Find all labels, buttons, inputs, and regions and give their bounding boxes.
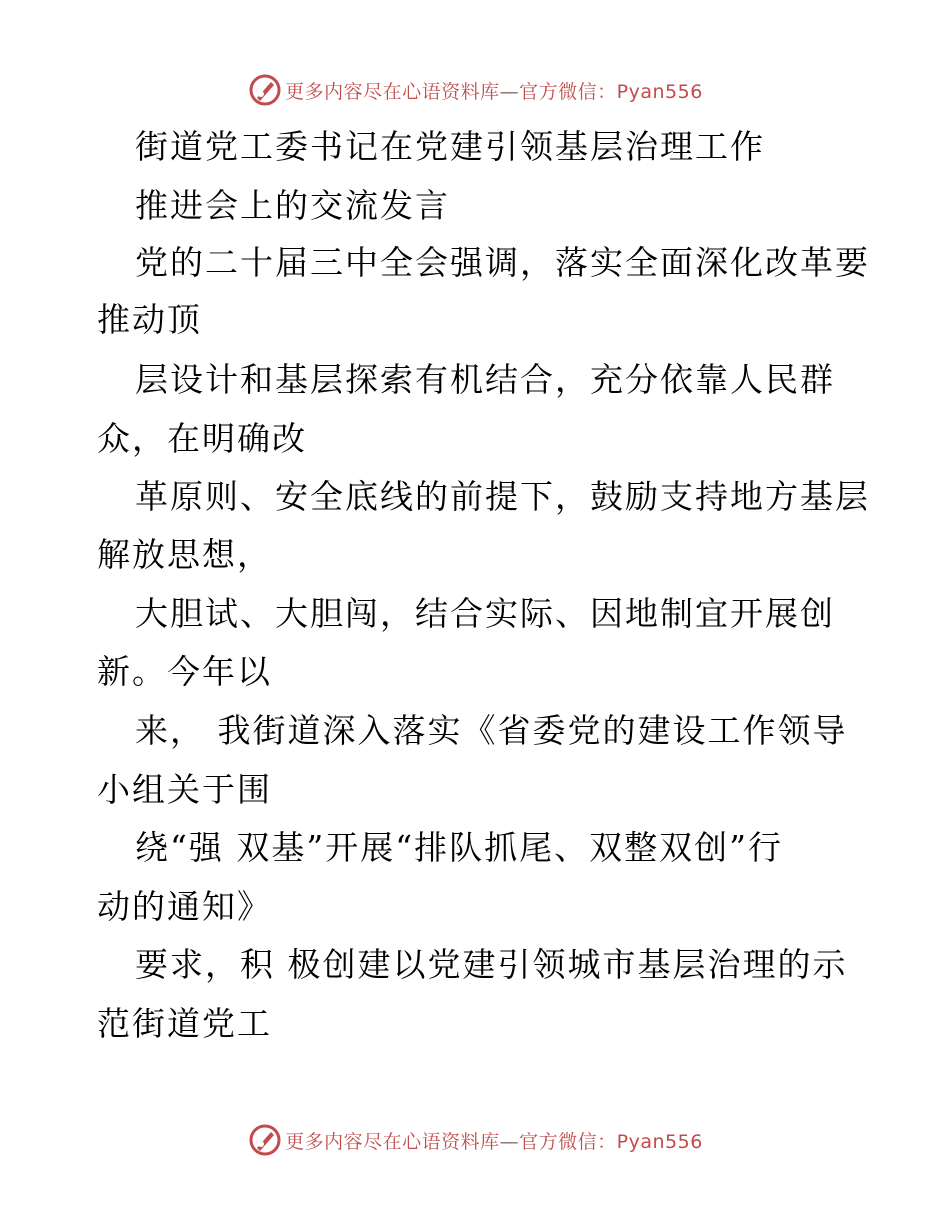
header-watermark — [0, 70, 950, 110]
paragraph-line: 动的通知》 — [97, 887, 272, 926]
paragraph-line: 新。今年以 — [97, 652, 272, 691]
footer-watermark — [0, 1120, 950, 1160]
paragraph-line: 绕“强 双基”开展“排队抓尾、双整双创”行 — [135, 828, 783, 867]
paragraph-line: 小组关于围 — [97, 770, 272, 809]
paragraph-line: 层设计和基层探索有机结合，充分依靠人民群 — [135, 360, 835, 399]
watermark-text: 更多内容尽在心语资料库—官方微信：Pyan556 — [285, 80, 703, 103]
seal-pen-icon — [247, 1122, 283, 1158]
paragraph-line: 革原则、安全底线的前提下，鼓励支持地方基层 — [135, 477, 870, 516]
paragraph-line: 范街道党工 — [97, 1004, 272, 1043]
seal-pen-icon — [247, 72, 283, 108]
paragraph-line: 来， 我街道深入落实《省委党的建设工作领导 — [135, 711, 848, 750]
paragraph-line: 解放思想， — [97, 535, 272, 574]
paragraph-line: 大胆试、大胆闯，结合实际、因地制宜开展创 — [135, 594, 835, 633]
paragraph-line: 众，在明确改 — [97, 419, 307, 458]
title-line-1: 街道党工委书记在党建引领基层治理工作 — [135, 127, 765, 166]
paragraph-line: 推动顶 — [97, 300, 202, 339]
paragraph-line: 要求，积 极创建以党建引领城市基层治理的示 — [135, 945, 848, 984]
title-line-2: 推进会上的交流发言 — [135, 186, 450, 225]
paragraph-line: 党的二十届三中全会强调，落实全面深化改革要 — [135, 243, 870, 282]
watermark-text: 更多内容尽在心语资料库—官方微信：Pyan556 — [285, 1130, 703, 1153]
